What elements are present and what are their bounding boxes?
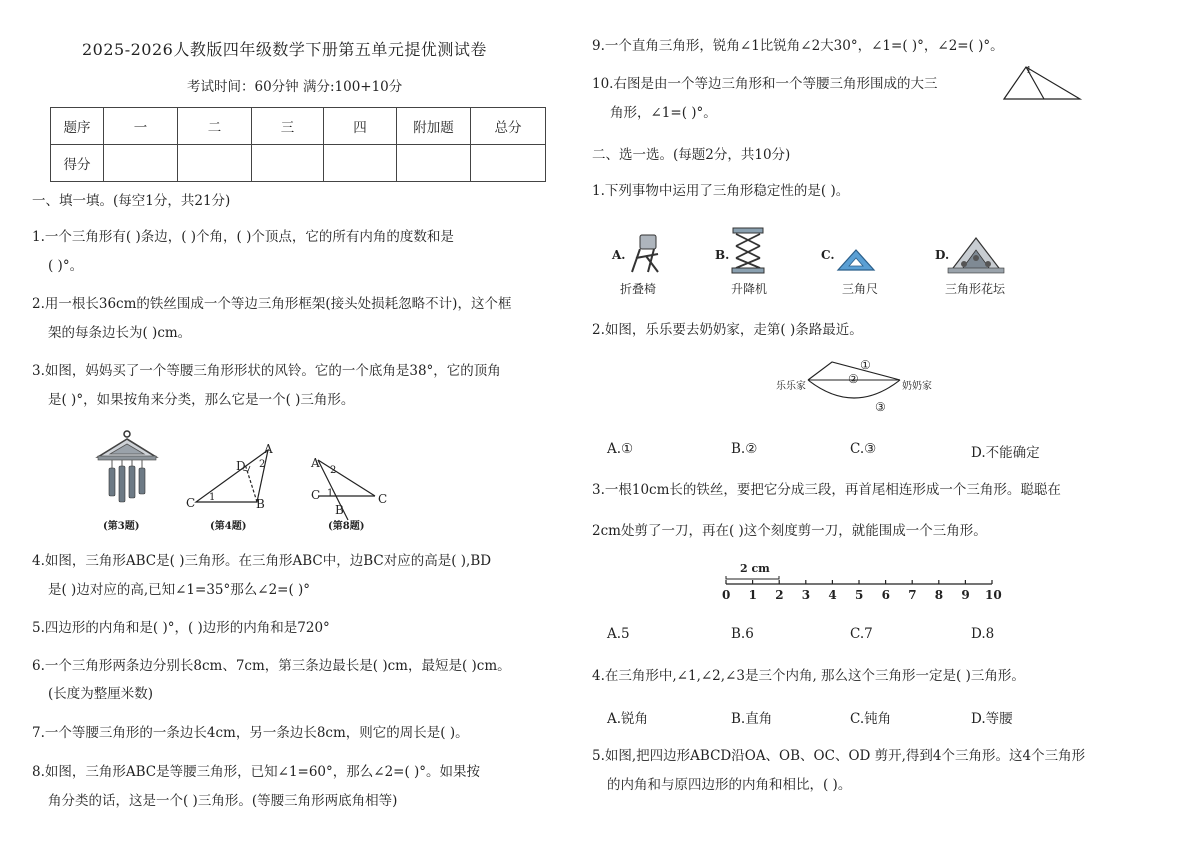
s2-q3-line1: 3.一根10cm长的铁丝，要把它分成三段，再首尾相连形成一个三角形。聪聪在	[592, 482, 1061, 498]
page-title: 2025-2026人教版四年级数学下册第五单元提优测试卷	[82, 40, 487, 59]
s1-q8-line1: 8.如图，三角形ABC是等腰三角形，已知∠1=60°，那么∠2=( )°。如果按	[32, 764, 481, 780]
score-input-cell[interactable]	[252, 145, 324, 182]
q10-triangle-figure	[1000, 63, 1084, 103]
s2-q2-opt-b[interactable]: B.②	[731, 441, 758, 457]
ruler-tick-label: 2	[775, 588, 784, 602]
figures-row-left	[90, 428, 390, 530]
fig4-label-b: B	[256, 497, 265, 511]
s2-q1-opt-d-caption: 三角形花坛	[945, 282, 1006, 296]
score-input-cell[interactable]	[104, 145, 178, 182]
s1-q4-line2: 是( )边对应的高,已知∠1=35°那么∠2=( )°	[48, 582, 311, 598]
score-header-cell: 一	[104, 108, 178, 145]
s1-q5: 5.四边形的内角和是( )°，( )边形的内角和是720°	[32, 620, 330, 636]
set-square-icon	[836, 248, 876, 272]
s2-q1-opt-a-letter: A.	[612, 248, 626, 262]
score-input-cell[interactable]	[178, 145, 252, 182]
route-2-label: ②	[848, 372, 859, 386]
ruler-tick-label: 8	[934, 588, 944, 602]
s2-q2-opt-a[interactable]: A.①	[607, 441, 634, 457]
s1-q6-line1: 6.一个三角形两条边分别长8cm、7cm，第三条边最长是( )cm，最短是( )cm。	[32, 658, 511, 674]
s1-q2-line2: 架的每条边长为( )cm。	[48, 325, 192, 341]
s2-q1-opt-b-caption: 升降机	[731, 282, 768, 296]
s2-q5-line1: 5.如图,把四边形ABCD沿OA、OB、OC、OD 剪开,得到4个三角形。这4个三角形	[592, 748, 1086, 764]
ruler-tick-label: 5	[855, 588, 864, 602]
s1-q1-line1: 1.一个三角形有( )条边，( )个角，( )个顶点，它的所有内角的度数和是	[32, 229, 454, 245]
ruler-tick-label: 0	[722, 588, 731, 602]
fig8-angle-2: 2	[330, 465, 337, 476]
score-header-cell: 题序	[51, 108, 104, 145]
fig4-angle-2: 2	[259, 459, 266, 470]
s1-q8-line2: 角分类的话，这是一个( )三角形。(等腰三角形两底角相等)	[48, 793, 398, 809]
s2-q3-line2: 2cm处剪了一刀，再在( )这个刻度剪一刀，就能围成一个三角形。	[592, 523, 987, 539]
s1-q2-line1: 2.用一根长36cm的铁丝围成一个等边三角形框架(接头处损耗忽略不计)，这个框	[32, 296, 512, 312]
ruler-tick-label: 3	[801, 588, 811, 602]
s2-q3-opt-b[interactable]: B.6	[731, 626, 754, 642]
s2-q3-opt-c[interactable]: C.7	[850, 626, 873, 642]
ruler-tick-label: 9	[961, 588, 970, 602]
ruler-tick-label: 6	[881, 588, 890, 602]
route-3-label: ③	[875, 400, 886, 414]
ruler-tick-label: 1	[748, 588, 757, 602]
route-start-label: 乐乐家	[776, 381, 806, 392]
s2-q2-opt-d[interactable]: D.不能确定	[971, 445, 1040, 461]
s2-q1-text: 1.下列事物中运用了三角形稳定性的是( )。	[592, 183, 850, 199]
s2-q1-opt-c-caption: 三角尺	[842, 282, 879, 296]
q10-line1: 10.右图是由一个等边三角形和一个等腰三角形围成的大三	[592, 76, 938, 92]
q10-line2: 角形，∠1=( )°。	[610, 105, 717, 121]
s1-q7: 7.一个等腰三角形的一条边长4cm，另一条边长8cm，则它的周长是( )。	[32, 725, 469, 741]
s1-q6-line2: (长度为整厘米数)	[48, 686, 154, 702]
score-table	[50, 107, 546, 182]
s2-q2-text: 2.如图，乐乐要去奶奶家，走第( )条路最近。	[592, 322, 863, 338]
score-table-score-row	[51, 145, 546, 182]
s2-q3-opt-d[interactable]: D.8	[971, 626, 995, 642]
score-table-header-row	[51, 108, 546, 145]
q9: 9.一个直角三角形，锐角∠1比锐角∠2大30°，∠1=( )°，∠2=( )°。	[592, 38, 1004, 54]
s1-q3-line1: 3.如图，妈妈买了一个等腰三角形形状的风铃。它的一个底角是38°，它的顶角	[32, 363, 501, 379]
s2-q5-line2: 的内角和与原四边形的内角和相比，( )。	[607, 777, 852, 793]
s1-q3-line2: 是( )°，如果按角来分类，那么它是一个( )三角形。	[48, 392, 355, 408]
s2-q4-opt-d[interactable]: D.等腰	[971, 711, 1013, 727]
s2-q4-opt-b[interactable]: B.直角	[731, 711, 773, 727]
ruler-tick-label: 4	[828, 588, 837, 602]
fig4-label-d: D	[236, 459, 246, 473]
fig4-caption: (第4题)	[210, 521, 247, 532]
s2-q4-text: 4.在三角形中,∠1,∠2,∠3是三个内角, 那么这个三角形一定是( )三角形。	[592, 668, 1025, 684]
fig8-caption: (第8题)	[328, 521, 365, 532]
fig3-caption: (第3题)	[103, 521, 140, 532]
route-1-label: ①	[860, 358, 871, 372]
ruler-2cm-label: 2 cm	[740, 562, 770, 575]
s2-q4-opt-c[interactable]: C.钝角	[850, 711, 892, 727]
fig8-label-b: B	[335, 503, 344, 517]
fig4-angle-1: 1	[209, 492, 216, 503]
fig8-angle-1: 1	[327, 488, 334, 499]
s2-q2-opt-c[interactable]: C.③	[850, 441, 877, 457]
fig8-label-c: C	[378, 492, 388, 506]
score-input-cell[interactable]	[397, 145, 471, 182]
score-header-cell: 二	[178, 108, 252, 145]
score-header-cell: 总分	[471, 108, 546, 145]
score-row-label: 得分	[51, 145, 104, 182]
s1-q1-line2: ( )°。	[48, 258, 84, 274]
s2-q1-opt-d-letter: D.	[935, 248, 950, 262]
s2-q4-opt-a[interactable]: A.锐角	[607, 711, 649, 727]
folding-chair-icon	[628, 232, 662, 274]
section1-title: 一、填一填。(每空1分，共21分)	[32, 193, 231, 209]
scissor-lift-icon	[730, 226, 766, 274]
ruler-tick-label: 7	[908, 588, 917, 602]
s1-q4-line1: 4.如图，三角形ABC是( )三角形。在三角形ABC中，边BC对应的高是( ),BD	[32, 553, 492, 569]
s2-q3-opt-a[interactable]: A.5	[607, 626, 630, 642]
fig4-label-a: A	[264, 442, 273, 456]
fig4-label-c: C	[186, 496, 196, 510]
section2-title: 二、选一选。(每题2分，共10分)	[592, 147, 791, 163]
exam-info: 考试时间：60分钟 满分:100+10分	[187, 79, 403, 95]
triangle-flower-bed-icon	[946, 234, 1006, 274]
s2-q1-opt-b-letter: B.	[715, 248, 730, 262]
score-header-cell: 附加题	[397, 108, 471, 145]
wind-chime-figure	[98, 431, 156, 502]
score-input-cell[interactable]	[324, 145, 397, 182]
score-header-cell: 四	[324, 108, 397, 145]
triangle-abc-figure-4	[196, 450, 268, 502]
fig8-label-a: A	[311, 456, 320, 470]
score-input-cell[interactable]	[471, 145, 546, 182]
score-header-cell: 三	[252, 108, 324, 145]
ruler-tick-label: 10	[985, 588, 1002, 602]
q10-angle-1: 1	[1026, 66, 1032, 76]
fig8-label-c-left: C	[311, 488, 321, 502]
s2-q1-opt-a-caption: 折叠椅	[620, 282, 657, 296]
s2-q1-opt-c-letter: C.	[821, 248, 835, 262]
route-end-label: 奶奶家	[902, 381, 932, 392]
